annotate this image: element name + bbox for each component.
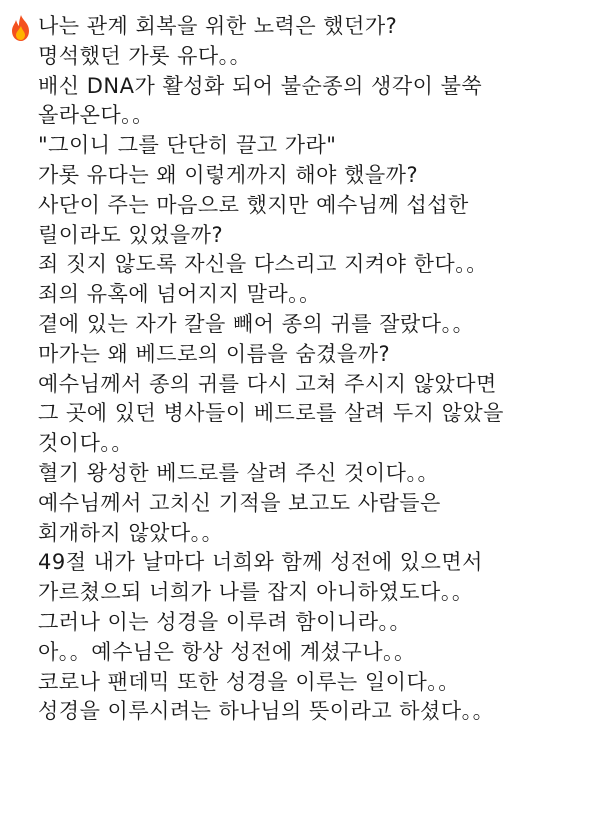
note-line: 죄의 유혹에 넘어지지 말라。。	[38, 282, 321, 307]
fire-icon	[8, 14, 34, 42]
note-line: 성경을 이루시려는 하나님의 뜻이라고 하셨다。。	[38, 699, 495, 724]
note-line: 49절 내가 날마다 너희와 함께 성전에 있으면서	[38, 550, 483, 575]
note-line: "그이니 그를 단단히 끌고 가라"	[38, 133, 337, 158]
note-line: 예수님께서 고치신 기적을 보고도 사람들은	[38, 490, 441, 515]
note-line: 가르쳤으되 너희가 나를 잡지 아니하였도다。。	[38, 580, 474, 605]
note-line	[38, 12, 590, 42]
note-line: 명석했던 가롯 유다。。	[38, 43, 252, 68]
note-line: 죄 짓지 않도록 자신을 다스리고 지켜야 한다。。	[38, 252, 488, 277]
note-line: 코로나 팬데믹 또한 성경을 이루는 일이다。。	[38, 669, 460, 694]
note-line: 곁에 있는 자가 칼을 빼어 종의 귀를 잘랐다。。	[38, 311, 475, 336]
note-line: 마가는 왜 베드로의 이름을 숨겼을까?	[38, 341, 391, 366]
note-line: 예수님께서 종의 귀를 다시 고쳐 주시지 않았다면	[38, 371, 497, 396]
note-line-text: 나는 관계 회복을 위한 노력은 했던가?	[38, 14, 398, 38]
note-line: 아。。예수님은 항상 성전에 계셨구나。。	[38, 639, 416, 664]
note-line: 사단이 주는 마음으로 했지만 예수님께 섭섭한	[38, 192, 469, 217]
note-line: 혈기 왕성한 베드로를 살려 주신 것이다。。	[38, 460, 439, 485]
note-line: 그러나 이는 성경을 이루려 함이니라。。	[38, 609, 411, 634]
note-line: 회개하지 않았다。。	[38, 520, 224, 545]
note-line: 가롯 유다는 왜 이렇게까지 해야 했을까?	[38, 162, 419, 187]
note-line: 릴이라도 있었을까?	[38, 222, 224, 247]
note-line: 배신 DNA가 활성화 되어 불순종의 생각이 불쑥	[38, 73, 483, 98]
note-lines	[38, 12, 590, 727]
note-line: 올라온다。。	[38, 103, 154, 128]
note-line: 것이다。。	[38, 431, 133, 456]
note-line: 그 곳에 있던 병사들이 베드로를 살려 두지 않았을	[38, 401, 504, 426]
